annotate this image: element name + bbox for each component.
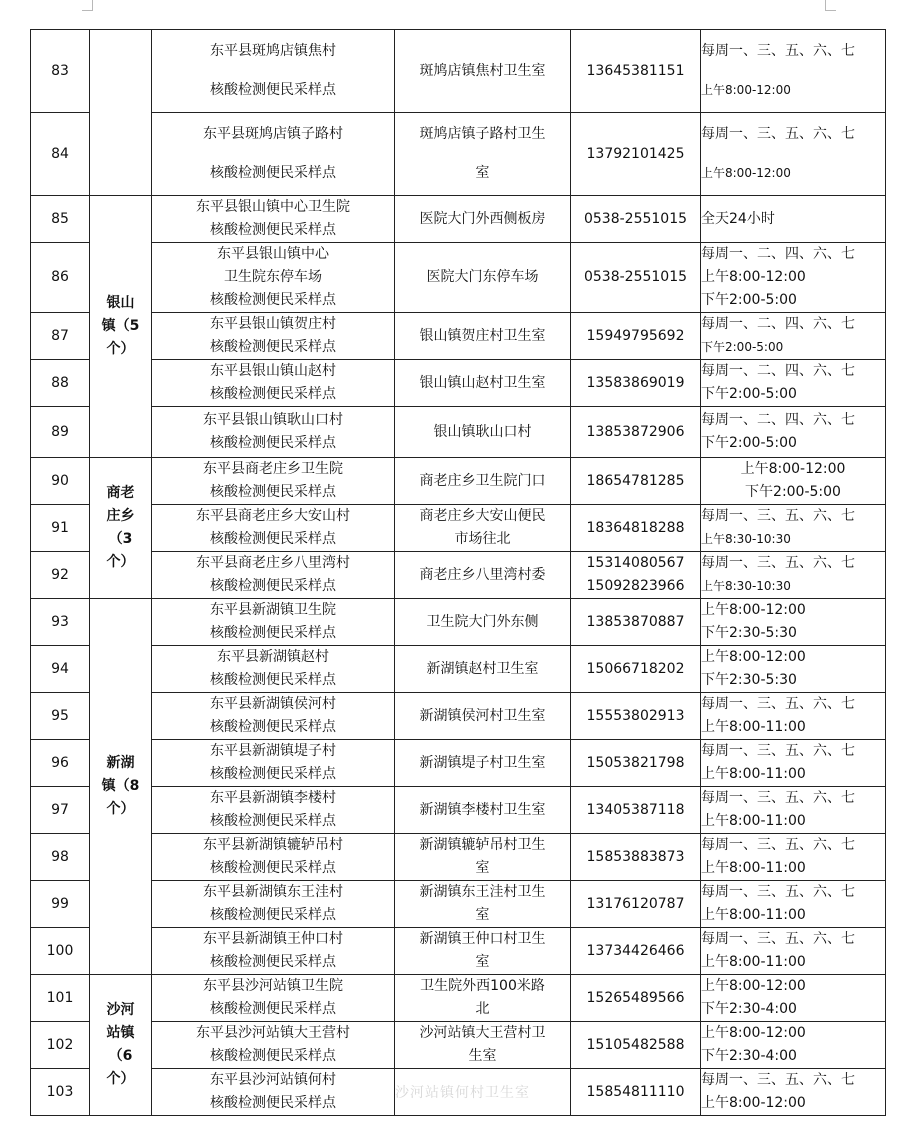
site-name: 东平县银山镇山赵村 核酸检测便民采样点 xyxy=(152,360,395,407)
table-row xyxy=(31,693,886,740)
row-number: 86 xyxy=(31,243,90,313)
opening-hours: 每周一、三、五、六、七 上午8:00-11:00 xyxy=(701,881,886,928)
opening-hours: 上午8:00-12:00 下午2:30-5:30 xyxy=(701,599,886,646)
site-location: 新湖镇王仲口村卫生 室 xyxy=(395,928,571,975)
site-location: 新湖镇堤子村卫生室 xyxy=(395,740,571,787)
town-cell: 银山 镇（5 个） xyxy=(90,196,152,458)
row-number: 100 xyxy=(31,928,90,975)
site-name: 东平县新湖镇堤子村 核酸检测便民采样点 xyxy=(152,740,395,787)
crop-mark-left xyxy=(82,0,93,11)
contact-phone: 13792101425 xyxy=(571,113,701,196)
contact-phone: 13405387118 xyxy=(571,787,701,834)
contact-phone: 13176120787 xyxy=(571,881,701,928)
town-cell: 商老 庄乡 （3 个） xyxy=(90,458,152,599)
site-location: 斑鸠店镇子路村卫生 室 xyxy=(395,113,571,196)
site-location: 医院大门外西侧板房 xyxy=(395,196,571,243)
table-row xyxy=(31,407,886,458)
opening-hours: 每周一、三、五、六、七 上午8:00-11:00 xyxy=(701,740,886,787)
table-row xyxy=(31,881,886,928)
contact-phone: 15265489566 xyxy=(571,975,701,1022)
opening-hours: 每周一、三、五、六、七 上午8:00-12:00 xyxy=(701,1069,886,1116)
contact-phone: 13583869019 xyxy=(571,360,701,407)
table-row xyxy=(31,313,886,360)
row-number: 95 xyxy=(31,693,90,740)
table-row xyxy=(31,599,886,646)
row-number: 103 xyxy=(31,1069,90,1116)
opening-hours: 每周一、二、四、六、七 下午2:00-5:00 xyxy=(701,407,886,458)
site-name: 东平县斑鸠店镇焦村 核酸检测便民采样点 xyxy=(152,30,395,113)
contact-phone: 0538-2551015 xyxy=(571,243,701,313)
site-location: 新湖镇侯河村卫生室 xyxy=(395,693,571,740)
opening-hours: 每周一、三、五、六、七 上午8:00-11:00 xyxy=(701,693,886,740)
row-number: 102 xyxy=(31,1022,90,1069)
row-number: 88 xyxy=(31,360,90,407)
table-row xyxy=(31,30,886,113)
table-row xyxy=(31,360,886,407)
opening-hours: 每周一、三、五、六、七 上午8:30-10:30 xyxy=(701,552,886,599)
site-location: 商老庄乡八里湾村委 xyxy=(395,552,571,599)
row-number: 83 xyxy=(31,30,90,113)
contact-phone: 15854811110 xyxy=(571,1069,701,1116)
opening-hours: 每周一、三、五、六、七 上午8:00-11:00 xyxy=(701,928,886,975)
site-name: 东平县新湖镇王仲口村 核酸检测便民采样点 xyxy=(152,928,395,975)
row-number: 87 xyxy=(31,313,90,360)
contact-phone: 15314080567 15092823966 xyxy=(571,552,701,599)
opening-hours: 上午8:00-12:00 下午2:30-4:00 xyxy=(701,975,886,1022)
row-number: 99 xyxy=(31,881,90,928)
opening-hours: 每周一、三、五、六、七 上午8:00-11:00 xyxy=(701,834,886,881)
row-number: 98 xyxy=(31,834,90,881)
site-location: 沙河站镇大王营村卫 生室 xyxy=(395,1022,571,1069)
row-number: 93 xyxy=(31,599,90,646)
site-location: 卫生院外西100米路 北 xyxy=(395,975,571,1022)
crop-mark-right xyxy=(825,0,836,11)
opening-hours: 上午8:00-12:00 下午2:00-5:00 xyxy=(701,458,886,505)
row-number: 92 xyxy=(31,552,90,599)
town-cell: 沙河 站镇 （6 个） xyxy=(90,975,152,1116)
table-row xyxy=(31,1069,886,1116)
site-name: 东平县商老庄乡大安山村 核酸检测便民采样点 xyxy=(152,505,395,552)
contact-phone: 13645381151 xyxy=(571,30,701,113)
opening-hours: 全天24小时 xyxy=(701,196,886,243)
town-cell: 新湖 镇（8 个） xyxy=(90,599,152,975)
table-row xyxy=(31,740,886,787)
opening-hours: 每周一、三、五、六、七 上午8:00-12:00 xyxy=(701,113,886,196)
contact-phone: 15553802913 xyxy=(571,693,701,740)
row-number: 84 xyxy=(31,113,90,196)
contact-phone: 0538-2551015 xyxy=(571,196,701,243)
site-name: 东平县银山镇耿山口村 核酸检测便民采样点 xyxy=(152,407,395,458)
site-location: 医院大门东停车场 xyxy=(395,243,571,313)
opening-hours: 每周一、二、四、六、七 下午2:00-5:00 xyxy=(701,313,886,360)
contact-phone: 13853872906 xyxy=(571,407,701,458)
site-name: 东平县商老庄乡八里湾村 核酸检测便民采样点 xyxy=(152,552,395,599)
table-row xyxy=(31,196,886,243)
table-row xyxy=(31,646,886,693)
contact-phone: 18364818288 xyxy=(571,505,701,552)
row-number: 90 xyxy=(31,458,90,505)
watermark-overlay: 沙河站镇何村卫生室 xyxy=(395,1085,530,1101)
site-location: 商老庄乡大安山便民 市场往北 xyxy=(395,505,571,552)
row-number: 101 xyxy=(31,975,90,1022)
contact-phone: 15066718202 xyxy=(571,646,701,693)
row-number: 97 xyxy=(31,787,90,834)
row-number: 85 xyxy=(31,196,90,243)
site-name: 东平县银山镇中心 卫生院东停车场 核酸检测便民采样点 xyxy=(152,243,395,313)
site-name: 东平县新湖镇李楼村 核酸检测便民采样点 xyxy=(152,787,395,834)
contact-phone: 13734426466 xyxy=(571,928,701,975)
opening-hours: 每周一、二、四、六、七 下午2:00-5:00 xyxy=(701,360,886,407)
opening-hours: 每周一、三、五、六、七 上午8:00-12:00 xyxy=(701,30,886,113)
table-row xyxy=(31,458,886,505)
site-location: 新湖镇赵村卫生室 xyxy=(395,646,571,693)
site-name: 东平县新湖镇卫生院 核酸检测便民采样点 xyxy=(152,599,395,646)
site-name: 东平县新湖镇辘轳吊村 核酸检测便民采样点 xyxy=(152,834,395,881)
site-location: 斑鸠店镇焦村卫生室 xyxy=(395,30,571,113)
contact-phone: 18654781285 xyxy=(571,458,701,505)
site-location: 新湖镇辘轳吊村卫生 室 xyxy=(395,834,571,881)
table-row xyxy=(31,505,886,552)
site-location: 银山镇贺庄村卫生室 xyxy=(395,313,571,360)
site-location: 新湖镇东王洼村卫生 室 xyxy=(395,881,571,928)
opening-hours: 上午8:00-12:00 下午2:30-5:30 xyxy=(701,646,886,693)
table-row xyxy=(31,787,886,834)
contact-phone: 15853883873 xyxy=(571,834,701,881)
table-row xyxy=(31,975,886,1022)
opening-hours: 上午8:00-12:00 下午2:30-4:00 xyxy=(701,1022,886,1069)
site-name: 东平县沙河站镇卫生院 核酸检测便民采样点 xyxy=(152,975,395,1022)
site-name: 东平县新湖镇侯河村 核酸检测便民采样点 xyxy=(152,693,395,740)
site-location: 卫生院大门外东侧 xyxy=(395,599,571,646)
row-number: 91 xyxy=(31,505,90,552)
site-location xyxy=(395,1069,571,1116)
row-number: 94 xyxy=(31,646,90,693)
site-name: 东平县新湖镇东王洼村 核酸检测便民采样点 xyxy=(152,881,395,928)
table-row xyxy=(31,113,886,196)
opening-hours: 每周一、三、五、六、七 上午8:00-11:00 xyxy=(701,787,886,834)
site-location: 新湖镇李楼村卫生室 xyxy=(395,787,571,834)
row-number: 96 xyxy=(31,740,90,787)
table-row xyxy=(31,834,886,881)
row-number: 89 xyxy=(31,407,90,458)
table-row xyxy=(31,1022,886,1069)
contact-phone: 15949795692 xyxy=(571,313,701,360)
site-name: 东平县沙河站镇大王营村 核酸检测便民采样点 xyxy=(152,1022,395,1069)
site-name: 东平县沙河站镇何村 核酸检测便民采样点 xyxy=(152,1069,395,1116)
site-name: 东平县银山镇贺庄村 核酸检测便民采样点 xyxy=(152,313,395,360)
site-location: 银山镇耿山口村 xyxy=(395,407,571,458)
table-row xyxy=(31,928,886,975)
table-row xyxy=(31,243,886,313)
contact-phone: 13853870887 xyxy=(571,599,701,646)
opening-hours: 每周一、二、四、六、七 上午8:00-12:00 下午2:00-5:00 xyxy=(701,243,886,313)
site-name: 东平县银山镇中心卫生院 核酸检测便民采样点 xyxy=(152,196,395,243)
site-name: 东平县斑鸠店镇子路村 核酸检测便民采样点 xyxy=(152,113,395,196)
table-row xyxy=(31,552,886,599)
site-name: 东平县新湖镇赵村 核酸检测便民采样点 xyxy=(152,646,395,693)
contact-phone: 15105482588 xyxy=(571,1022,701,1069)
site-location: 银山镇山赵村卫生室 xyxy=(395,360,571,407)
sampling-sites-table xyxy=(30,29,886,1116)
site-name: 东平县商老庄乡卫生院 核酸检测便民采样点 xyxy=(152,458,395,505)
site-location: 商老庄乡卫生院门口 xyxy=(395,458,571,505)
contact-phone: 15053821798 xyxy=(571,740,701,787)
town-cell xyxy=(90,30,152,196)
opening-hours: 每周一、三、五、六、七 上午8:30-10:30 xyxy=(701,505,886,552)
